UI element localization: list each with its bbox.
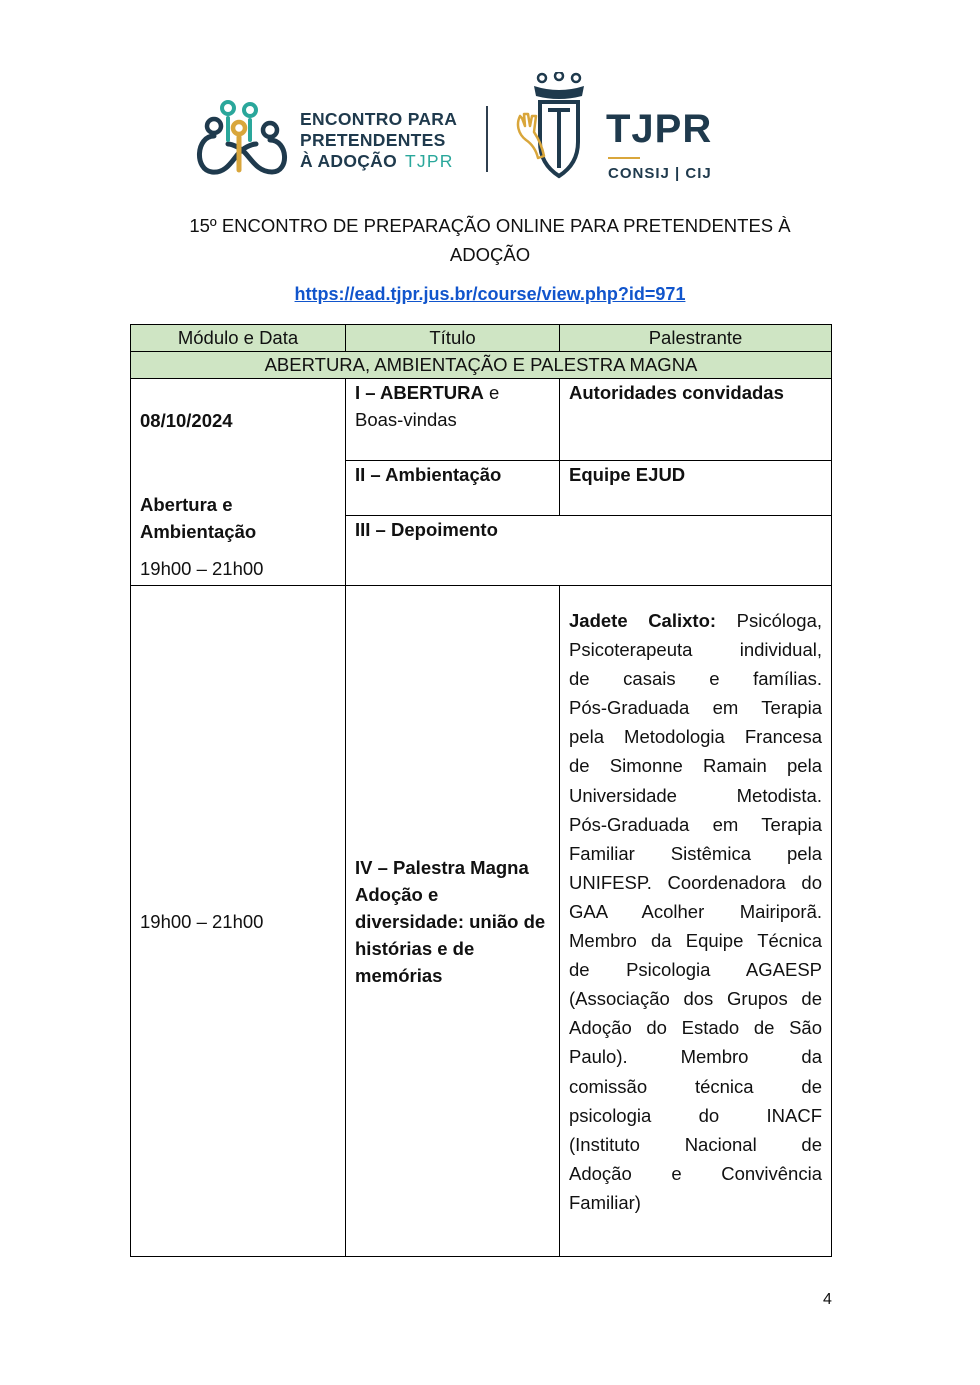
tjpr-emblem-icon bbox=[514, 72, 604, 187]
section-title: ABERTURA, AMBIENTAÇÃO E PALESTRA MAGNA bbox=[131, 352, 832, 379]
page-number: 4 bbox=[823, 1291, 832, 1308]
session-date: 08/10/2024 bbox=[140, 410, 233, 431]
section-row bbox=[131, 352, 832, 379]
encontro-logo bbox=[192, 100, 467, 182]
logo-line-1: ENCONTRO PARA bbox=[300, 109, 458, 129]
header-cell-title: Título bbox=[346, 325, 560, 352]
document-title: 15º ENCONTRO DE PREPARAÇÃO ONLINE PARA PRETENDENTES À ADOÇÃO bbox=[189, 215, 791, 265]
table-row bbox=[131, 586, 832, 1257]
speaker-name: Jadete Calixto: bbox=[569, 610, 717, 631]
tjpr-wordmark: TJPR bbox=[606, 107, 713, 151]
title-cell: IV – Palestra Magna Adoção e diversidade: união de histórias e de memórias bbox=[346, 586, 560, 1257]
speaker-cell: Autoridades convidadas bbox=[560, 379, 832, 461]
table-row bbox=[131, 379, 832, 461]
logo-divider bbox=[486, 106, 488, 172]
session-time: 19h00 – 21h00 bbox=[140, 558, 264, 579]
families-icon bbox=[192, 100, 292, 182]
logo-line-2: PRETENDENTES bbox=[300, 130, 446, 150]
encontro-logo-text bbox=[300, 109, 457, 172]
logo-tag: TJPR bbox=[405, 151, 454, 171]
course-link[interactable]: https://ead.tjpr.jus.br/course/view.php?id=971 bbox=[294, 284, 686, 304]
title-cell: I – ABERTURA e Boas-vindas bbox=[346, 379, 560, 461]
session-time-cell: 19h00 – 21h00 bbox=[131, 586, 346, 1257]
tjpr-rule bbox=[608, 157, 640, 159]
speaker-bio-cell: Jadete Calixto: Psicóloga, Psicoterapeuta individual, de casais e famílias. Pós-Graduada em Terapia pela Metodologia Francesa de Simonne Ramain pela Universidade Metodista. Pós-Graduada em Terapia Familiar Sistêmica pela UNIFESP. Coordenadora do GAA Acolher Mairiporã. Membro da Equipe Técnica de Psicologia AGAESP (Associação dos Grupos de Adoção do Estado de São Paulo). Membro da comissão técnica de psicologia do INACF (Instituto Nacional de Adoção e Convivência Familiar) bbox=[560, 586, 832, 1257]
table-header-row bbox=[131, 325, 832, 352]
tjpr-logo bbox=[514, 72, 734, 187]
tjpr-subtitle: CONSIJ | CIJ bbox=[608, 165, 712, 182]
logo-line-3: À ADOÇÃO TJPR bbox=[300, 151, 454, 171]
title-cell: III – Depoimento bbox=[346, 516, 832, 586]
header-cell-speaker: Palestrante bbox=[560, 325, 832, 352]
title-cell: II – Ambientação bbox=[346, 461, 560, 516]
speaker-cell: Equipe EJUD bbox=[560, 461, 832, 516]
schedule-table bbox=[130, 324, 832, 1257]
header-cell-module: Módulo e Data bbox=[131, 325, 346, 352]
module-name: Abertura e Ambientação bbox=[140, 494, 257, 542]
module-date-cell bbox=[131, 379, 346, 586]
